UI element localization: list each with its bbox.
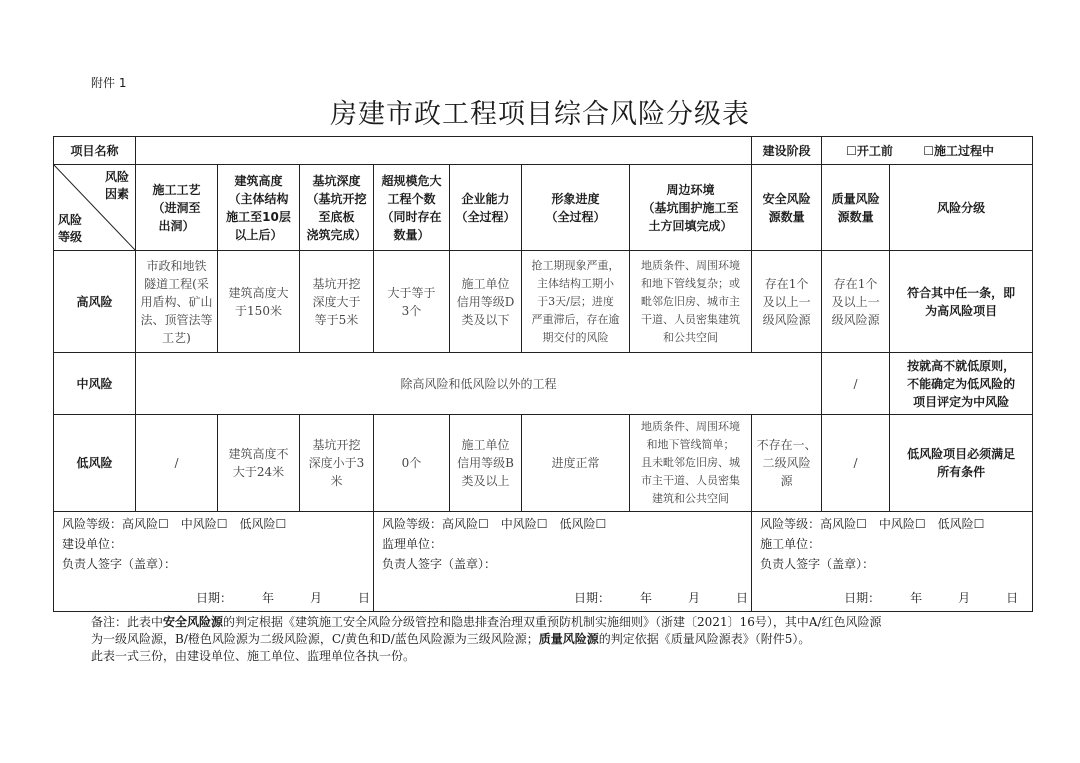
page-title: 房建市政工程项目综合风险分级表: [330, 99, 750, 130]
low-environment: 地质条件、周围环境 和地下管线简单； 且未毗邻危旧房、城 市主干道、人员密集 建筑和公共空间: [630, 415, 752, 512]
high-grade: 符合其中任一条，即 为高风险项目: [890, 251, 1033, 353]
signature-supervisor: [374, 512, 752, 612]
col-progress: 形象进度 （全过程）: [522, 165, 630, 251]
owner-grade-choice[interactable]: 风险等级：高风险☐ 中风险☐ 低风险☐: [62, 517, 287, 531]
col-depth: 基坑深度 （基坑开挖 至底板 浇筑完成）: [300, 165, 374, 251]
level-mid: 中风险: [54, 353, 136, 415]
contractor-date: 日期： 年 月 日: [844, 591, 1019, 605]
level-low: 低风险: [54, 415, 136, 512]
contractor-grade-choice[interactable]: 风险等级：高风险☐ 中风险☐ 低风险☐: [760, 517, 985, 531]
high-height: 建筑高度大 于150米: [218, 251, 300, 353]
mid-quality: /: [822, 353, 890, 415]
mid-grade: 按就高不就低原则， 不能确定为低风险的 项目评定为中风险: [890, 353, 1033, 415]
low-super-danger: 0个: [374, 415, 450, 512]
col-height: 建筑高度 （主体结构 施工至10层 以上后）: [218, 165, 300, 251]
high-depth: 基坑开挖 深度大于 等于5米: [300, 251, 374, 353]
signature-contractor: [752, 512, 1033, 612]
project-name-label: 项目名称: [54, 137, 136, 165]
supervisor-date: 日期： 年 月 日: [574, 591, 749, 605]
high-safety: 存在1个 及以上一 级风险源: [752, 251, 822, 353]
col-environment: 周边环境 （基坑围护施工至 土方回填完成）: [630, 165, 752, 251]
signature-row: [54, 512, 1033, 612]
low-grade: 低风险项目必须满足 所有条件: [890, 415, 1033, 512]
remarks: [91, 614, 1031, 665]
high-environment: 地质条件、周围环境 和地下管线复杂；或 毗邻危旧房、城市主 干道、人员密集建筑 和公共空间: [630, 251, 752, 353]
low-height: 建筑高度不 大于24米: [218, 415, 300, 512]
project-name-value[interactable]: [136, 137, 752, 165]
mid-description: 除高风险和低风险以外的工程: [136, 353, 822, 415]
contractor-signer: 负责人签字（盖章）：: [760, 557, 875, 571]
high-enterprise: 施工单位 信用等级D 类及以下: [450, 251, 522, 353]
remark-line-2: 为一级风险源，B/橙色风险源为二级风险源，C/黄色和D/蓝色风险源为三级风险源；质量风险源的判定依据《质量风险源表》（附件5）。: [91, 632, 811, 646]
level-high: 高风险: [54, 251, 136, 353]
column-header-row: [54, 165, 1033, 251]
remark-line-1: 备注：此表中安全风险源的判定根据《建筑施工安全风险分级管控和隐患排查治理双重预防机制实施细则》（浙建〔2021〕16号），其中A/红色风险源: [91, 615, 882, 629]
low-quality: /: [822, 415, 890, 512]
col-process: 施工工艺 （进洞至 出洞）: [136, 165, 218, 251]
low-safety: 不存在一、 二级风险 源: [752, 415, 822, 512]
col-safety: 安全风险 源数量: [752, 165, 822, 251]
attachment-label: 附件 1: [91, 76, 127, 90]
signature-owner: [54, 512, 374, 612]
owner-unit: 建设单位：: [62, 537, 123, 551]
header-row: [54, 137, 1033, 165]
low-risk-row: [54, 415, 1033, 512]
mid-risk-row: [54, 353, 1033, 415]
high-risk-row: [54, 251, 1033, 353]
supervisor-unit: 监理单位：: [382, 537, 443, 551]
remark-line-3: 此表一式三份，由建设单位、施工单位、监理单位各执一份。: [91, 649, 416, 663]
high-quality: 存在1个 及以上一 级风险源: [822, 251, 890, 353]
owner-signer: 负责人签字（盖章）：: [62, 557, 177, 571]
col-quality: 质量风险 源数量: [822, 165, 890, 251]
low-process: /: [136, 415, 218, 512]
high-progress: 抢工期现象严重， 主体结构工期小 于3天/层；进度 严重滞后，存在逾 期交付的风险: [522, 251, 630, 353]
diagonal-header-cell: [54, 165, 136, 251]
contractor-unit: 施工单位：: [760, 537, 821, 551]
risk-grading-table: [53, 136, 1033, 612]
stage-option-before-start[interactable]: ☐开工前: [846, 143, 893, 158]
stage-label: 建设阶段: [752, 137, 822, 165]
high-process: 市政和地铁 隧道工程(采 用盾构、矿山 法、顶管法等 工艺): [136, 251, 218, 353]
supervisor-grade-choice[interactable]: 风险等级：高风险☐ 中风险☐ 低风险☐: [382, 517, 607, 531]
col-super-danger: 超规模危大 工程个数 （同时存在 数量）: [374, 165, 450, 251]
high-super-danger: 大于等于 3个: [374, 251, 450, 353]
col-grade: 风险分级: [890, 165, 1033, 251]
low-depth: 基坑开挖 深度小于3 米: [300, 415, 374, 512]
col-enterprise: 企业能力 （全过程）: [450, 165, 522, 251]
diagonal-bottom-label: 风险 等级: [58, 213, 83, 244]
stage-options: [822, 137, 1033, 165]
stage-option-in-progress[interactable]: ☐施工过程中: [923, 143, 994, 158]
low-enterprise: 施工单位 信用等级B 类及以上: [450, 415, 522, 512]
diagonal-top-label: 风险 因素: [104, 170, 129, 201]
owner-date: 日期： 年 月 日: [196, 591, 371, 605]
supervisor-signer: 负责人签字（盖章）：: [382, 557, 497, 571]
low-progress: 进度正常: [522, 415, 630, 512]
